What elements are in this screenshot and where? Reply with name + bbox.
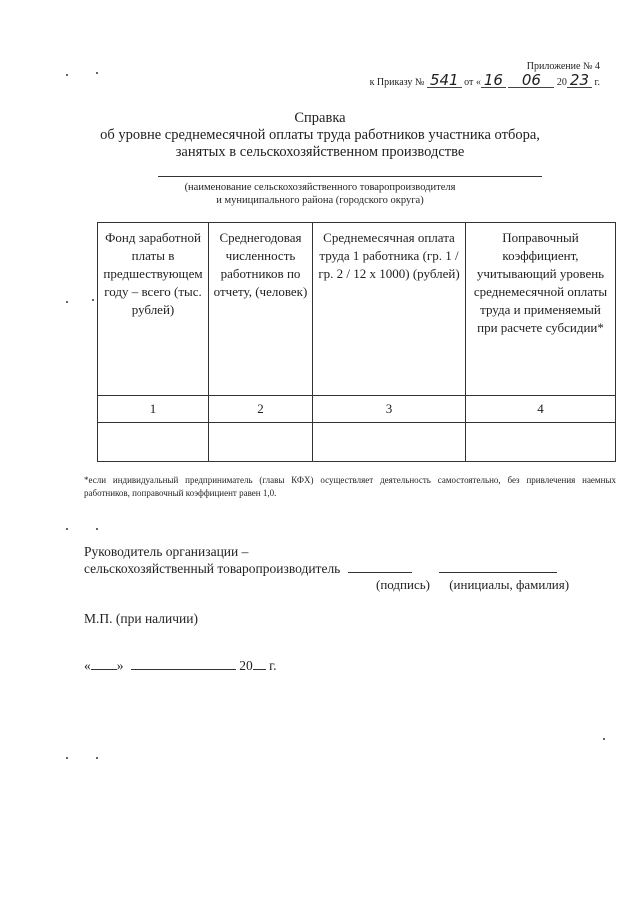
scan-dot (66, 301, 68, 303)
date-line (84, 658, 277, 674)
column-number: 1 (98, 396, 209, 423)
signature-field[interactable] (348, 572, 412, 573)
wage-report-table (97, 222, 616, 462)
order-year-suffix: 23 (567, 74, 592, 88)
column-header-average-wage: Среднемесячная оплата труда 1 работника (гр. 1 / гр. 2 / 12 х 1000) (рублей) (313, 223, 466, 396)
annex-title: Приложение № 4 (526, 61, 600, 72)
table-cell-headcount[interactable] (209, 423, 313, 462)
order-number: 541 (427, 74, 462, 88)
date-year-field[interactable] (253, 669, 266, 670)
column-header-wage-fund: Фонд заработной платы в предшествующем году – всего (тыс. рублей) (98, 223, 209, 396)
order-from-label: от « (464, 77, 481, 88)
date-open-quote: « (84, 658, 91, 673)
name-caption: (инициалы, фамилия) (449, 577, 570, 592)
document-subtitle-line2: занятых в сельскохозяйственном производстве (175, 144, 465, 160)
footnote: *если индивидуальный предприниматель (главы КФХ) осуществляет деятельность самостоятельно, без привлечения наемных работников, поправочный коэффициент равен 1,0. (84, 475, 616, 498)
order-month: 06 (508, 74, 554, 88)
scan-dot (96, 528, 98, 530)
table-cell-average-wage[interactable] (313, 423, 466, 462)
column-number: 4 (466, 396, 616, 423)
scan-dot (603, 738, 605, 740)
column-header-headcount: Среднегодовая численность работников по отчету, (человек) (209, 223, 313, 396)
order-day: 16 (481, 74, 506, 88)
table-header-row (98, 223, 616, 396)
date-day-field[interactable] (91, 669, 117, 670)
date-year-suffix: г. (269, 658, 277, 673)
table-data-row (98, 423, 616, 462)
date-year-prefix: 20 (239, 658, 253, 673)
date-month-field[interactable] (131, 669, 236, 670)
table-cell-wage-fund[interactable] (98, 423, 209, 462)
column-number: 3 (313, 396, 466, 423)
signature-line1: Руководитель организации – (84, 544, 249, 559)
name-caption-line1: (наименование сельскохозяйственного товаропроизводителя (184, 182, 456, 193)
table-number-row (98, 396, 616, 423)
name-caption-line2: и муниципального района (городского округа) (216, 195, 424, 206)
stamp-place-label: М.П. (при наличии) (84, 611, 198, 626)
table-cell-coefficient[interactable] (466, 423, 616, 462)
order-year-prefix: 20 (556, 77, 567, 88)
signature-block (84, 543, 557, 577)
order-prefix: к Приказу № (369, 77, 425, 88)
scan-dot (66, 757, 68, 759)
order-reference (369, 71, 600, 90)
signature-line2-row (84, 560, 557, 577)
producer-name-field-line (158, 176, 542, 177)
order-year-end: г. (594, 77, 600, 88)
column-number: 2 (209, 396, 313, 423)
signature-caption: (подпись) (376, 577, 430, 592)
signature-captions (376, 576, 569, 593)
signature-line2: сельскохозяйственный товаропроизводитель (84, 561, 341, 576)
annex-header (370, 60, 600, 90)
scan-dot (96, 757, 98, 759)
document-title-block (0, 110, 640, 161)
document-title: Справка (294, 110, 346, 126)
producer-name-caption (0, 181, 640, 207)
column-header-coefficient: Поправочный коэффициент, учитывающий уровень среднемесячной оплаты труда и применяемый при расчете субсидии* (466, 223, 616, 396)
scan-dot (92, 299, 94, 301)
date-close-quote: » (116, 658, 124, 673)
name-field[interactable] (439, 572, 557, 573)
document-subtitle-line1: об уровне среднемесячной оплаты труда работников участника отбора, (100, 127, 540, 143)
scan-dot (66, 74, 68, 76)
scan-dot (66, 528, 68, 530)
scan-dot (96, 72, 98, 74)
